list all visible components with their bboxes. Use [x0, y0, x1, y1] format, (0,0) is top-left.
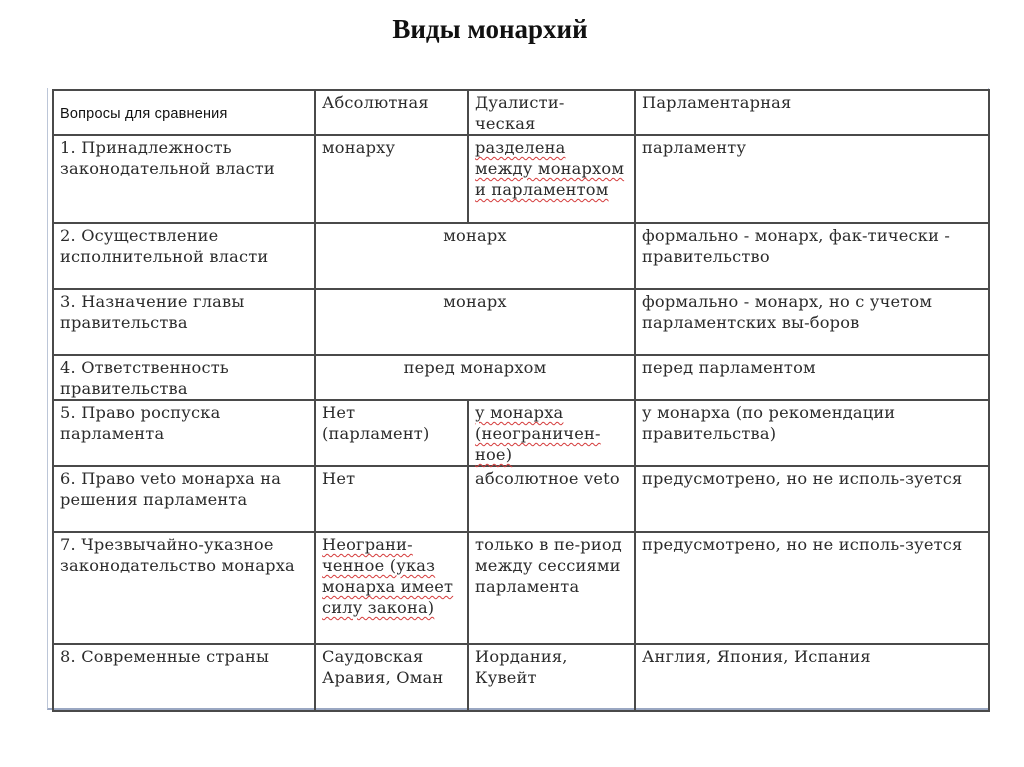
- row-7-absolute-text: Неограни-ченное (указ монарха имеет силу закона): [322, 535, 454, 617]
- table-row: [53, 135, 989, 223]
- row-4-question: 4. Ответственность правительства: [53, 355, 315, 400]
- row-1-dualistic-text: разделена между монархом и парламентом: [475, 138, 625, 199]
- row-2-question: 2. Осуществление исполнительной власти: [53, 223, 315, 289]
- table-row: [53, 532, 989, 644]
- row-8-absolute: Саудовская Аравия, Оман: [315, 644, 468, 711]
- header-dualistic-line1: Дуалисти-: [475, 93, 565, 112]
- header-dualistic: [468, 90, 635, 135]
- row-5-dualistic-text: у монарха (неограничен-ное): [475, 403, 601, 464]
- row-6-parliamentary: предусмотрено, но не исполь-зуется: [635, 466, 989, 532]
- slide-title: Виды монархий: [392, 14, 588, 44]
- row-3-question: 3. Назначение главы правительства: [53, 289, 315, 355]
- row-1-parliamentary: парламенту: [635, 135, 989, 223]
- header-dualistic-line2: ческая: [475, 114, 536, 133]
- row-1-question: 1. Принадлежность законодательной власти: [53, 135, 315, 223]
- row-3-parliamentary: формально - монарх, но с учетом парламентских вы-боров: [635, 289, 989, 355]
- row-4-absolute-dualistic: перед монархом: [315, 355, 635, 400]
- table-row: [53, 466, 989, 532]
- row-8-question: 8. Современные страны: [53, 644, 315, 711]
- row-3-absolute-dualistic: монарх: [315, 289, 635, 355]
- row-7-question: 7. Чрезвычайно-указное законодательство монарха: [53, 532, 315, 644]
- monarchy-comparison-table: [52, 89, 990, 712]
- table-row: [53, 355, 989, 400]
- row-7-parliamentary: предусмотрено, но не исполь-зуется: [635, 532, 989, 644]
- row-5-dualistic: [468, 400, 635, 466]
- row-7-dualistic: только в пе-риод между сессиями парламента: [468, 532, 635, 644]
- row-6-absolute: Нет: [315, 466, 468, 532]
- table-row: [53, 644, 989, 711]
- row-8-parliamentary: Англия, Япония, Испания: [635, 644, 989, 711]
- header-questions: Вопросы для сравнения: [53, 90, 315, 135]
- row-5-parliamentary: у монарха (по рекомендации правительства): [635, 400, 989, 466]
- row-5-question: 5. Право роспуска парламента: [53, 400, 315, 466]
- table-row: [53, 289, 989, 355]
- row-6-question: 6. Право veto монарха на решения парламента: [53, 466, 315, 532]
- table-row: [53, 223, 989, 289]
- header-parliamentary: Парламентарная: [635, 90, 989, 135]
- row-8-dualistic: Иордания, Кувейт: [468, 644, 635, 711]
- row-7-absolute: [315, 532, 468, 644]
- row-4-parliamentary: перед парламентом: [635, 355, 989, 400]
- row-2-parliamentary: формально - монарх, фак-тически - правительство: [635, 223, 989, 289]
- header-absolute: Абсолютная: [315, 90, 468, 135]
- row-5-absolute: Нет (парламент): [315, 400, 468, 466]
- row-1-dualistic: [468, 135, 635, 223]
- table-header-row: [53, 90, 989, 135]
- table-row: [53, 400, 989, 466]
- row-1-absolute: монарху: [315, 135, 468, 223]
- row-6-dualistic: абсолютное veto: [468, 466, 635, 532]
- row-2-absolute-dualistic: монарх: [315, 223, 635, 289]
